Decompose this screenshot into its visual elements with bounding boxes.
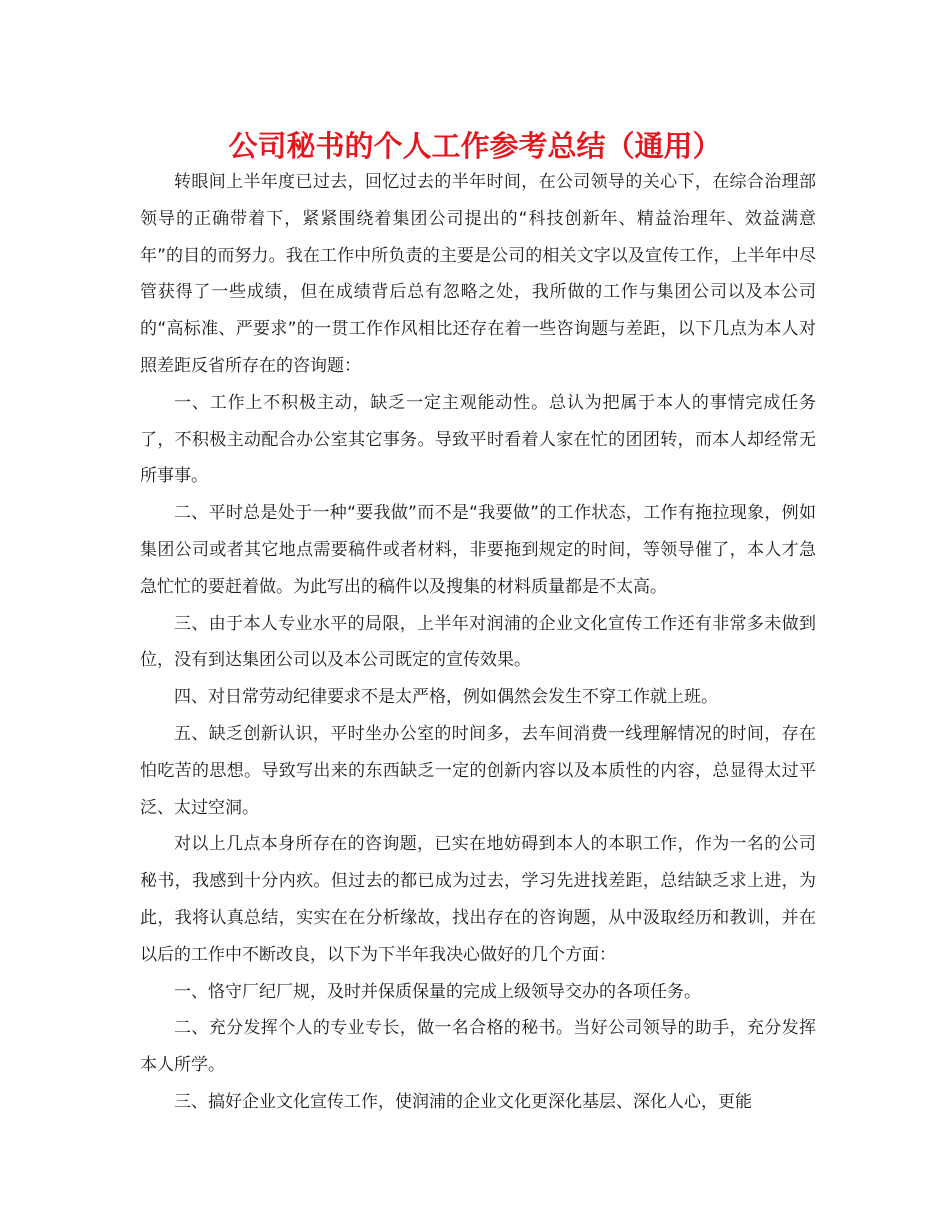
document-title: 公司秘书的个人工作参考总结（通用） (228, 129, 722, 163)
paragraph-reflection: 对以上几点本身所存在的咨询题，已实在地妨碍到本人的本职工作，作为一名的公司秘书，我感到十分内疚。但过去的都已成为过去，学习先进找差距，总结缺乏求上进，为此，我将认真总结，实实在在分析缘故，找出存在的咨询题，从中汲取经历和教训，并在以后的工作中不断改良，以下为下半年我决心做好的几个方面： (140, 834, 816, 965)
paragraph-issue-2: 二、平时总是处于一种“要我做”而不是“我要做”的工作状态，工作有拖拉现象，例如集团公司或者其它地点需要稿件或者材料，非要拖到规定的时间，等领导催了，本人才急急忙忙的要赶着做。为此写出的稿件以及搜集的材料质量都是不太高。 (140, 503, 816, 597)
paragraph-plan-1: 一、恪守厂纪厂规，及时并保质保量的完成上级领导交办的各项任务。 (174, 981, 701, 1002)
paragraph-plan-3: 三、搞好企业文化宣传工作，使润浦的企业文化更深化基层、深化人心，更能 (174, 1091, 752, 1112)
paragraph-intro: 转眼间上半年度已过去，回忆过去的半年时间，在公司领导的关心下，在综合治理部领导的正确带着下，紧紧围绕着集团公司提出的“科技创新年、精益治理年、效益满意年”的目的而努力。我在工作中所负责的主要是公司的相关文字以及宣传工作，上半年中尽管获得了一些成绩，但在成绩背后总有忽略之处，我所做的工作与集团公司以及本公司的“高标准、严要求”的一贯工作作风相比还存在着一些咨询题与差距，以下几点为本人对照差距反省所存在的咨询题： (140, 172, 816, 376)
paragraph-issue-1: 一、工作上不积极主动，缺乏一定主观能动性。总认为把属于本人的事情完成任务了，不积极主动配合办公室其它事务。导致平时看着人家在忙的团团转，而本人却经常无所事事。 (140, 392, 816, 487)
paragraph-issue-5: 五、缺乏创新认识，平时坐办公室的时间多，去车间消费一线理解情况的时间，存在怕吃苦的思想。导致写出来的东西缺乏一定的创新内容以及本质性的内容，总显得太过平泛、太过空洞。 (140, 723, 816, 818)
paragraph-plan-2: 二、充分发挥个人的专业专长，做一名合格的秘书。当好公司领导的助手，充分发挥本人所学。 (140, 1018, 816, 1076)
document-body (140, 164, 816, 1121)
paragraph-issue-3: 三、由于本人专业水平的局限，上半年对润浦的企业文化宣传工作还有非常多未做到位，没有到达集团公司以及本公司既定的宣传效果。 (140, 613, 816, 671)
paragraph-issue-4: 四、对日常劳动纪律要求不是太严格，例如偶然会发生不穿工作就上班。 (174, 687, 718, 708)
